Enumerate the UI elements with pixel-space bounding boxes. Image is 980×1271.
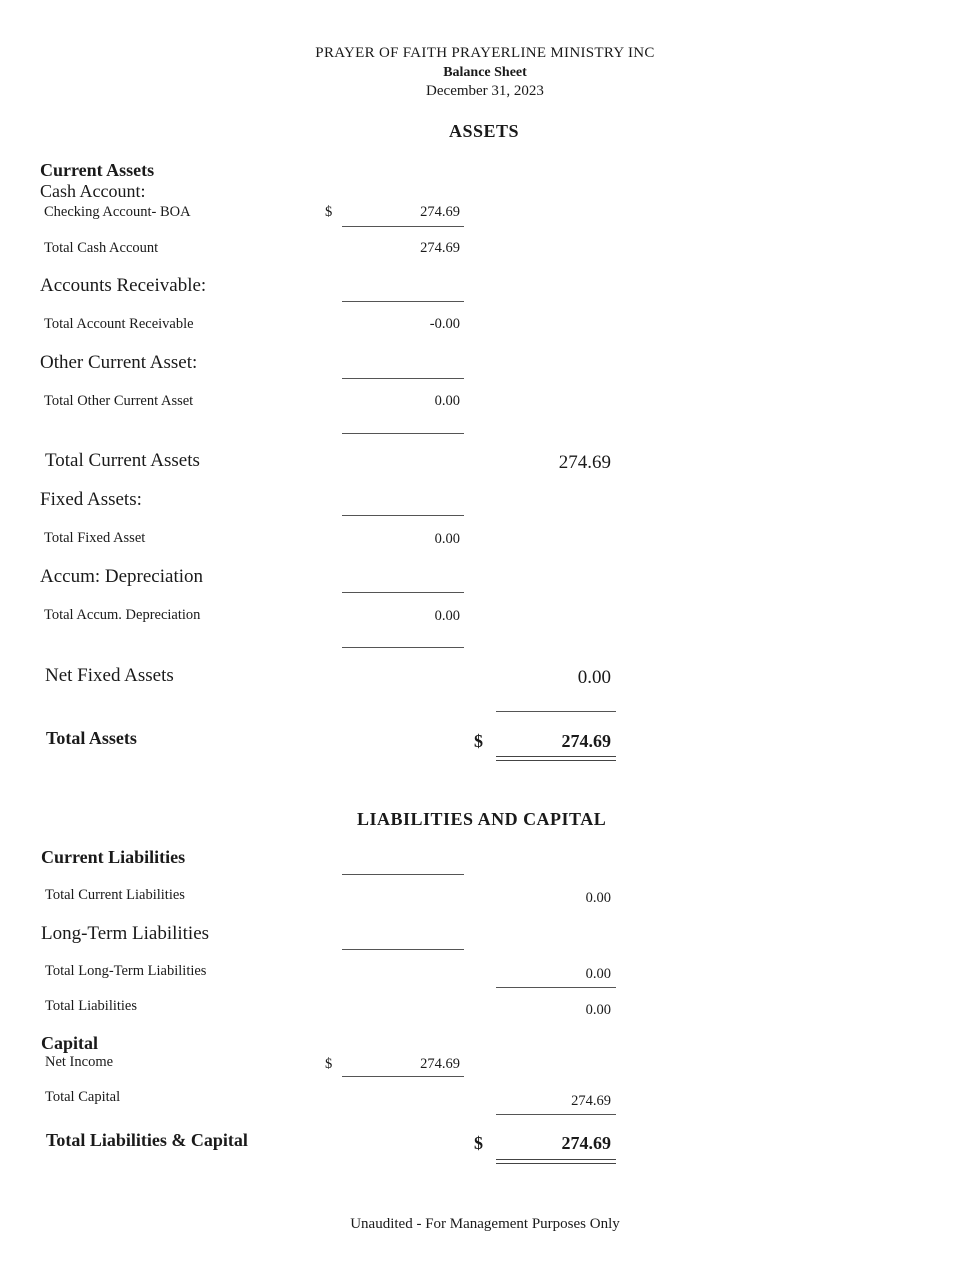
total-long-term-liabilities-label: Total Long-Term Liabilities bbox=[45, 963, 207, 979]
current-assets-label: Current Assets bbox=[40, 160, 155, 180]
rule bbox=[342, 378, 464, 379]
rule bbox=[342, 301, 464, 302]
total-accum-depreciation-value: 0.00 bbox=[434, 608, 460, 624]
organization-name: PRAYER OF FAITH PRAYERLINE MINISTRY INC bbox=[315, 45, 655, 61]
rule bbox=[342, 647, 464, 648]
total-fixed-asset-value: 0.00 bbox=[434, 531, 460, 547]
total-account-receivable-label: Total Account Receivable bbox=[44, 316, 194, 332]
total-accum-depreciation-label: Total Accum. Depreciation bbox=[44, 607, 201, 623]
long-term-liabilities-label: Long-Term Liabilities bbox=[41, 923, 210, 944]
fixed-assets-label: Fixed Assets: bbox=[40, 489, 142, 510]
total-account-receivable-value: -0.00 bbox=[429, 316, 460, 332]
footer-note: Unaudited - For Management Purposes Only bbox=[350, 1216, 620, 1232]
accounts-receivable-label: Accounts Receivable: bbox=[40, 275, 207, 296]
rule bbox=[342, 949, 464, 950]
rule bbox=[342, 433, 464, 434]
total-assets-currency: $ bbox=[474, 731, 483, 751]
rule bbox=[342, 515, 464, 516]
total-cash-account-value: 274.69 bbox=[420, 240, 460, 256]
checking-account-label: Checking Account- BOA bbox=[44, 204, 191, 220]
total-current-liabilities-value: 0.00 bbox=[585, 890, 611, 906]
report-title: Balance Sheet bbox=[443, 65, 527, 80]
total-liabilities-capital-currency: $ bbox=[474, 1133, 483, 1153]
total-capital-label: Total Capital bbox=[45, 1089, 121, 1105]
rule bbox=[342, 226, 464, 227]
assets-heading: ASSETS bbox=[449, 121, 520, 141]
rule bbox=[342, 592, 464, 593]
total-other-current-asset-value: 0.00 bbox=[434, 393, 460, 409]
total-liabilities-capital-label: Total Liabilities & Capital bbox=[46, 1130, 248, 1150]
rule bbox=[342, 1076, 464, 1077]
total-liabilities-label: Total Liabilities bbox=[45, 998, 138, 1014]
total-current-assets-value: 274.69 bbox=[558, 452, 611, 473]
rule bbox=[496, 711, 616, 712]
cash-account-label: Cash Account: bbox=[40, 181, 146, 201]
total-fixed-asset-label: Total Fixed Asset bbox=[44, 530, 146, 546]
other-current-asset-label: Other Current Asset: bbox=[40, 352, 198, 373]
total-liabilities-capital-value: 274.69 bbox=[561, 1133, 611, 1153]
capital-label: Capital bbox=[41, 1033, 99, 1053]
net-income-value: 274.69 bbox=[420, 1056, 460, 1072]
total-assets-label: Total Assets bbox=[46, 728, 137, 748]
total-long-term-liabilities-value: 0.00 bbox=[585, 966, 611, 982]
total-capital-value: 274.69 bbox=[571, 1093, 611, 1109]
accum-depreciation-label: Accum: Depreciation bbox=[40, 566, 204, 587]
report-date: December 31, 2023 bbox=[426, 83, 544, 99]
rule bbox=[496, 1114, 616, 1115]
rule bbox=[342, 874, 464, 875]
net-fixed-assets-value: 0.00 bbox=[577, 667, 611, 688]
total-other-current-asset-label: Total Other Current Asset bbox=[44, 393, 194, 409]
double-rule bbox=[496, 1159, 616, 1164]
total-current-liabilities-label: Total Current Liabilities bbox=[45, 887, 185, 903]
current-liabilities-label: Current Liabilities bbox=[41, 847, 186, 867]
total-cash-account-label: Total Cash Account bbox=[44, 240, 159, 256]
checking-currency: $ bbox=[325, 204, 333, 220]
total-assets-value: 274.69 bbox=[561, 731, 611, 751]
double-rule bbox=[496, 756, 616, 761]
rule bbox=[496, 987, 616, 988]
liabilities-heading: LIABILITIES AND CAPITAL bbox=[357, 809, 607, 829]
total-current-assets-label: Total Current Assets bbox=[45, 450, 200, 471]
net-income-currency: $ bbox=[325, 1056, 333, 1072]
net-fixed-assets-label: Net Fixed Assets bbox=[45, 665, 174, 686]
total-liabilities-value: 0.00 bbox=[585, 1002, 611, 1018]
net-income-label: Net Income bbox=[45, 1054, 114, 1070]
checking-account-value: 274.69 bbox=[420, 204, 460, 220]
